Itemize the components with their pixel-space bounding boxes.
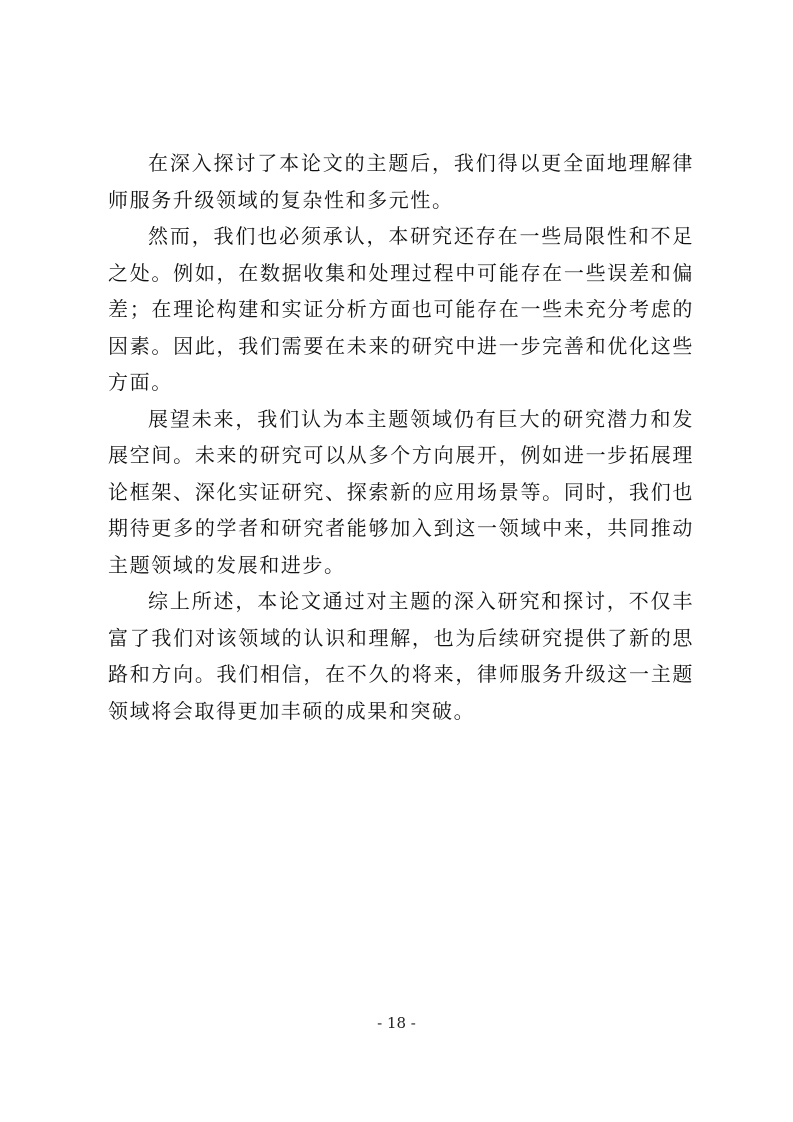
body-text xyxy=(108,145,694,729)
paragraph-limitations: 然而，我们也必须承认，本研究还存在一些局限性和不足之处。例如，在数据收集和处理过程中可能存在一些误差和偏差；在理论构建和实证分析方面也可能存在一些未充分考虑的因素。因此，我们需要在未来的研究中进一步完善和优化这些方面。 xyxy=(108,224,694,394)
paragraph-conclusion: 综上所述，本论文通过对主题的深入研究和探讨，不仅丰富了我们对该领域的认识和理解，也为后续研究提供了新的思路和方向。我们相信，在不久的将来，律师服务升级这一主题领域将会取得更加丰硕的成果和突破。 xyxy=(108,589,694,723)
paragraph-outlook: 展望未来，我们认为本主题领域仍有巨大的研究潜力和发展空间。未来的研究可以从多个方向展开，例如进一步拓展理论框架、深化实证研究、探索新的应用场景等。同时，我们也期待更多的学者和研究者能够加入到这一领域中来，共同推动主题领域的发展和进步。 xyxy=(108,406,694,577)
page-number: - 18 - xyxy=(377,1014,416,1032)
paragraph-limitations-intro: 在深入探讨了本论文的主题后，我们得以更全面地理解律师服务升级领域的复杂性和多元性。 xyxy=(108,151,694,212)
